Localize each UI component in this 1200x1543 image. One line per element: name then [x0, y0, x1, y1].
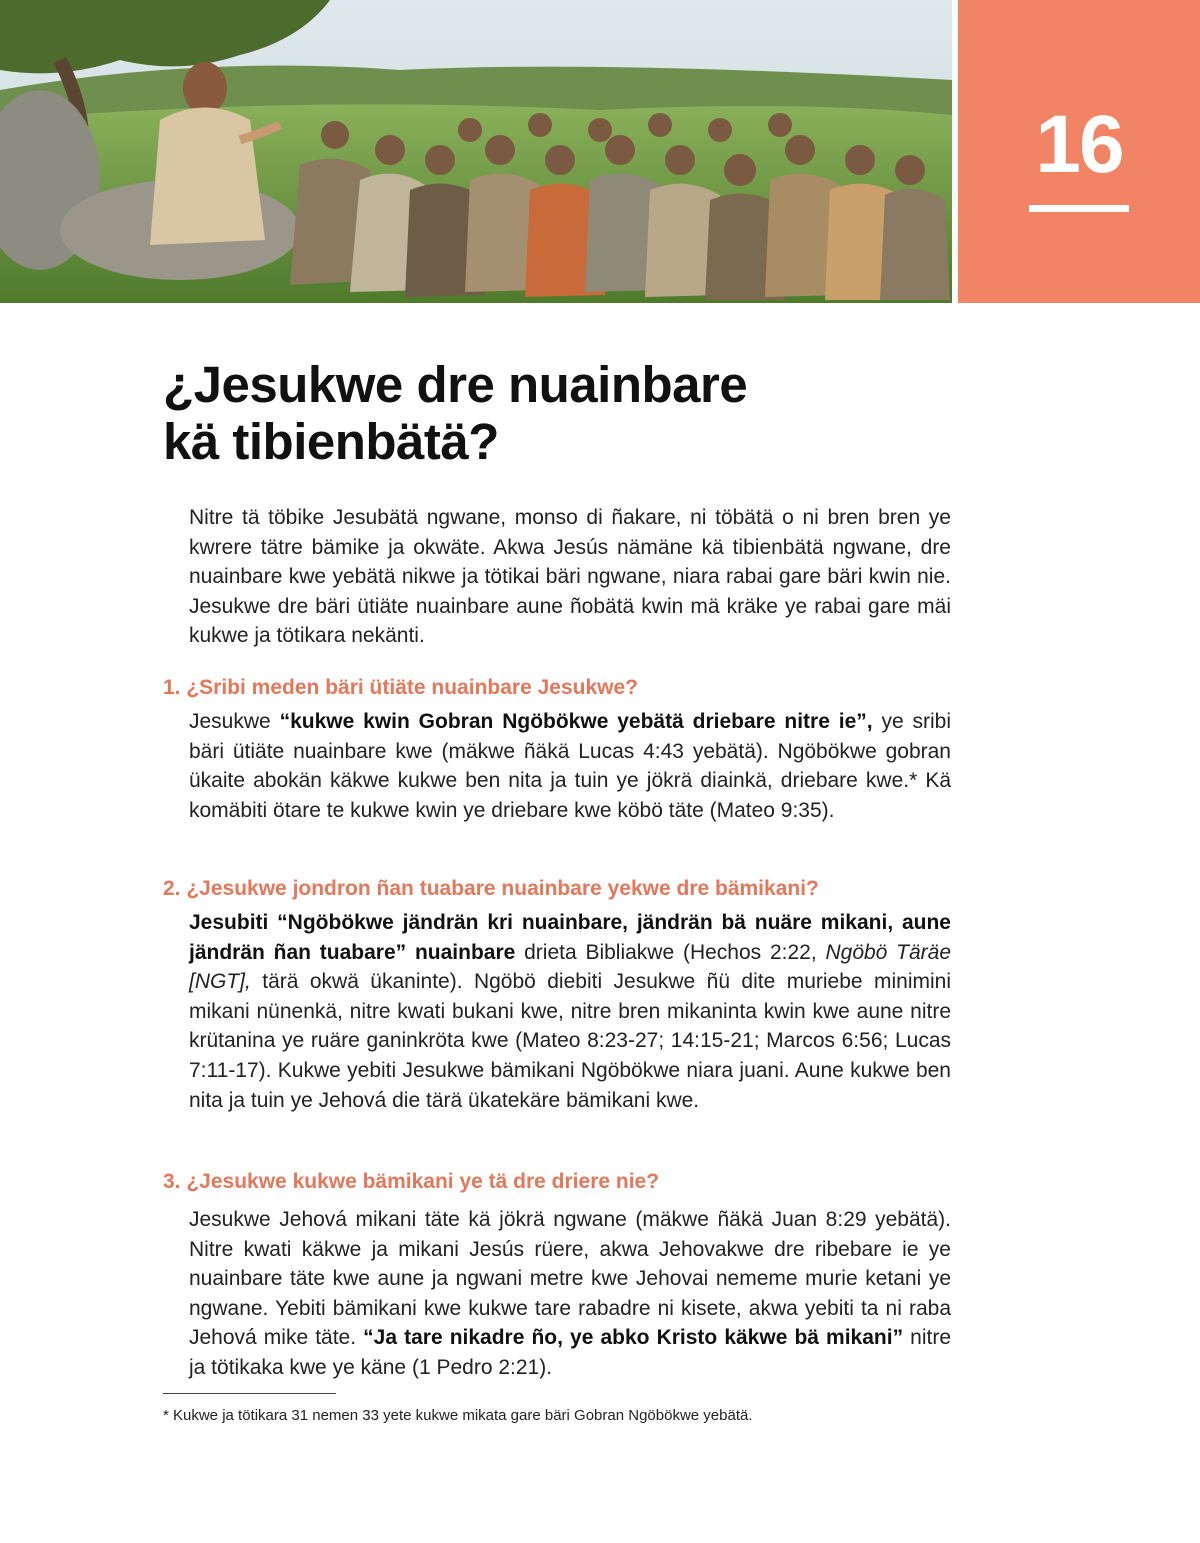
answer-2-mid: drieta Bibliakwe (Hechos 2:22,: [515, 940, 826, 964]
jesus-teaching-crowd-photo: [0, 0, 952, 303]
title-line-2: kä tibienbätä?: [163, 413, 499, 470]
intro-text: Nitre tä töbike Jesubätä ngwane, monso di ñakare, ni töbätä o ni bren bren ye kwrere tätre bämike ja okwäte. Akwa Jesús nämäne kä tibienbätä ngwane, dre nuainbare kwe yebätä nikwe ja tötikai bäri ngwane, niara rabai gare bäri kwin nie. Jesukwe dre bäri ütiäte nuainbare aune ñobätä kwin mä kräke ye rabai gare mäi kukwe ja tötikara nekänti.: [189, 506, 951, 648]
title-line-1: ¿Jesukwe dre nuainbare: [163, 356, 748, 413]
answer-3: [189, 1205, 951, 1383]
answer-1-post: ye sribi bäri ütiäte nuainbare kwe (mäkwe ñäkä Lucas 4:43 yebätä). Ngöbökwe gobran ükaite abokän käkwe kukwe ben nita ja tuin ye jökrä diainkä, driebare kwe.* Kä komäbiti ötare te kukwe kwin ye driebare kwe köbö täte (Mateo 9:35).: [189, 710, 951, 822]
answer-2-post: tärä okwä ükaninte). Ngöbö diebiti Jesukwe ñü dite muriebe minimini mikani nünenkä, nitre kwati bukani kwe, nitre bren mikaninta kwin kwe aune nitre krütanina ye ruäre ganinkröta kwe (Mateo 8:23-27; 14:15-21; Marcos 6:56; Lucas 7:11-17). Kukwe yebiti Jesukwe bämikani Ngöbökwe niara juani. Aune kukwe ben nita ja tuin ye Jehová die tärä ükatekäre bämikani kwe.: [189, 970, 951, 1112]
question-3: 3. ¿Jesukwe kukwe bämikani ye tä dre driere nie?: [163, 1170, 660, 1193]
answer-3-bold: “Ja tare nikadre ño, ye abko Kristo käkwe bä mikani”: [363, 1326, 904, 1350]
answer-2-bold: Jesubiti “Ngöbökwe jändrän kri nuainbare, jändrän bä nuäre mikani, aune jändrän ñan tuabare” nuainbare: [189, 911, 951, 964]
lesson-number-box: [958, 0, 1200, 303]
answer-2: [189, 908, 951, 1115]
footnote-divider: [163, 1393, 336, 1394]
intro-paragraph: [189, 503, 951, 651]
page-title: [163, 356, 963, 470]
question-2: 2. ¿Jesukwe jondron ñan tuabare nuainbare yekwe dre bämikani?: [163, 877, 819, 900]
lesson-number-underline: [1029, 205, 1129, 212]
header-photo: [0, 0, 952, 303]
answer-3-pre: Jesukwe Jehová mikani täte kä jökrä ngwane (mäkwe ñäkä Juan 8:29 yebätä). Nitre kwati käkwe ja mikani Jesús rüere, akwa Jehovakwe dre ribebare ie ye nuainbare täte kwe aune ja ngwani metre kwe Jehovai nememe murie ketani ye ngwane. Yebiti bämikani kwe kukwe tare rabadre ni kisete, akwa yebiti ta ni raba Jehová mike täte.: [189, 1208, 951, 1350]
answer-2-italic: Ngöbö Täräe [NGT],: [189, 940, 952, 994]
answer-1: [189, 707, 951, 825]
answer-1-pre: Jesukwe: [189, 710, 280, 733]
lesson-number: 16: [1035, 99, 1123, 190]
footnote: * Kukwe ja tötikara 31 nemen 33 yete kukwe mikata gare bäri Gobran Ngöbökwe yebätä.: [163, 1407, 753, 1424]
question-1: 1. ¿Sribi meden bäri ütiäte nuainbare Jesukwe?: [163, 676, 638, 699]
answer-1-bold: “kukwe kwin Gobran Ngöbökwe yebätä driebare nitre ie”,: [279, 710, 873, 733]
answer-3-post: nitre ja tötikaka kwe ye käne (1 Pedro 2:21).: [189, 1326, 952, 1379]
